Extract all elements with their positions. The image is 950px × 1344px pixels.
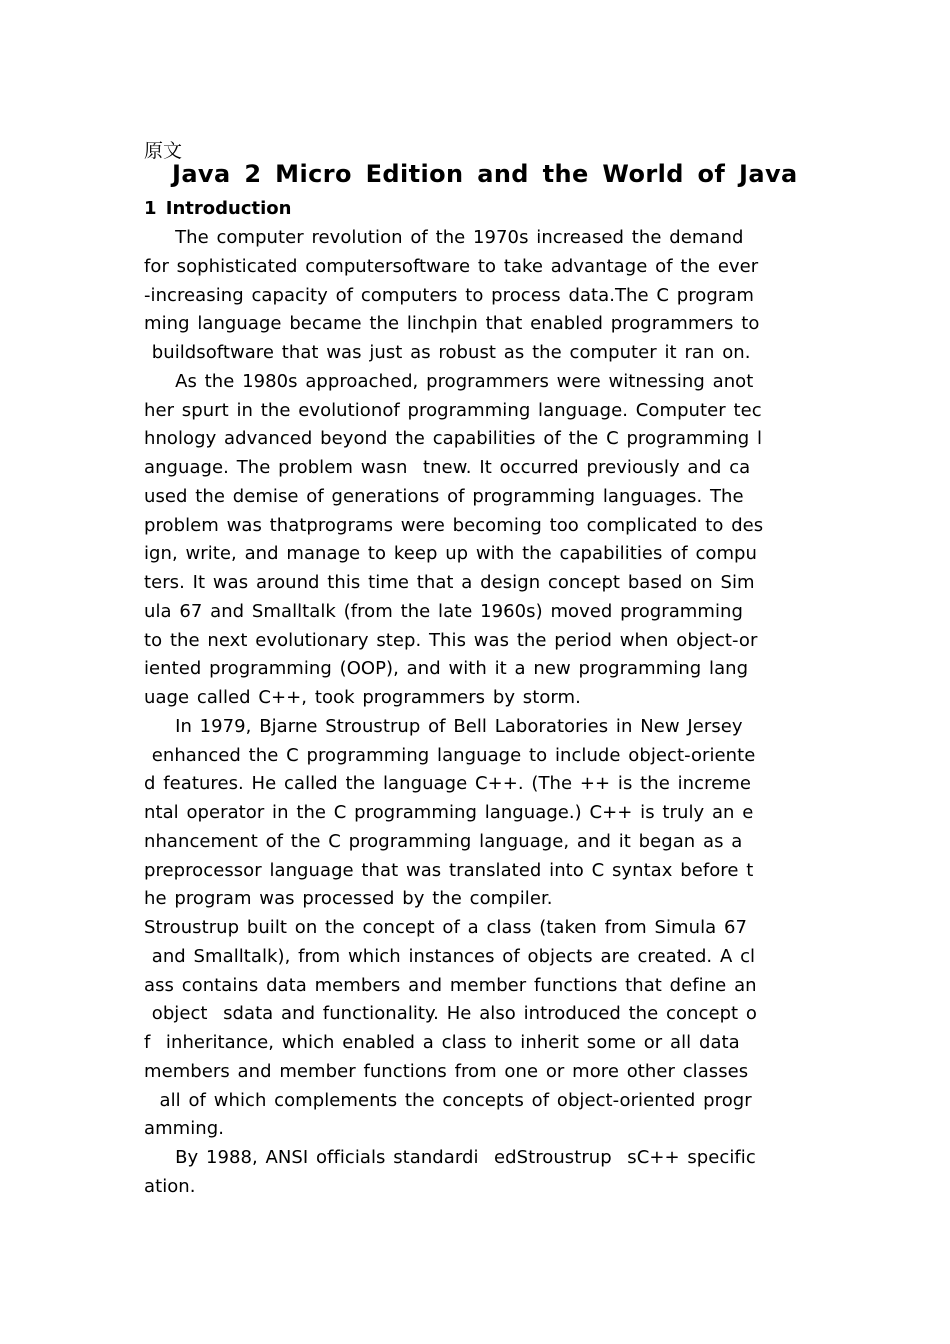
text-line: hnology advanced beyond the capabilities of the C programming l <box>144 428 763 450</box>
text-line: ming language became the linchpin that enabled programmers to <box>144 313 760 335</box>
text-line: all of which complements the concepts of object-oriented progr <box>144 1089 752 1111</box>
text-line: and Smalltalk), from which instances of objects are created. A cl <box>144 945 756 967</box>
text-line: members and member functions from one or more other classes <box>144 1060 749 1082</box>
text-line: As the 1980s approached, programmers were witnessing anot <box>144 370 754 392</box>
text-line: to the next evolutionary step. This was the period when object-or <box>144 629 758 651</box>
document-title: Java 2 Micro Edition and the World of Java <box>172 160 798 188</box>
text-line: enhanced the C programming language to include object-oriente <box>144 744 756 766</box>
text-line: he program was processed by the compiler. <box>144 888 553 910</box>
document-body <box>144 224 814 1202</box>
text-line: preprocessor language that was translated into C syntax before t <box>144 859 754 881</box>
text-line: Stroustrup built on the concept of a class (taken from Simula 67 <box>144 917 747 938</box>
text-line: In 1979, Bjarne Stroustrup of Bell Laboratories in New Jersey <box>144 715 743 737</box>
text-line: ula 67 and Smalltalk (from the late 1960s) moved programming <box>144 600 743 622</box>
text-line: ign, write, and manage to keep up with the capabilities of compu <box>144 543 757 565</box>
text-line: nhancement of the C programming language, and it began as a <box>144 830 743 852</box>
text-line: amming. <box>144 1118 225 1140</box>
section-heading-introduction: 1 Introduction <box>144 198 292 219</box>
text-line: -increasing capacity of computers to process data.The C program <box>144 284 754 306</box>
text-line: The computer revolution of the 1970s increased the demand <box>144 227 744 248</box>
text-line: ation. <box>144 1175 196 1197</box>
text-line: used the demise of generations of programming languages. The <box>144 485 744 507</box>
text-line: uage called C++, took programmers by storm. <box>144 687 581 708</box>
text-line: anguage. The problem wasn tnew. It occurred previously and ca <box>144 457 751 478</box>
text-line: object sdata and functionality. He also introduced the concept o <box>144 1003 757 1025</box>
text-line: ters. It was around this time that a design concept based on Sim <box>144 572 755 593</box>
text-line: ntal operator in the C programming language.) C++ is truly an e <box>144 802 754 823</box>
text-line: for sophisticated computersoftware to take advantage of the ever <box>144 255 759 277</box>
original-text-label: 原文 <box>144 140 183 162</box>
text-line: f inheritance, which enabled a class to inherit some or all data <box>144 1032 740 1053</box>
text-line: problem was thatprograms were becoming too complicated to des <box>144 514 764 536</box>
text-line: her spurt in the evolutionof programming language. Computer tec <box>144 399 762 421</box>
text-line: buildsoftware that was just as robust as the computer it ran on. <box>144 342 751 363</box>
text-line: By 1988, ANSI officials standardi edStroustrup sC++ specific <box>144 1147 756 1168</box>
text-line: ass contains data members and member functions that define an <box>144 974 757 996</box>
text-line: d features. He called the language C++. (The ++ is the increme <box>144 773 751 795</box>
text-line: iented programming (OOP), and with it a new programming lang <box>144 658 749 680</box>
